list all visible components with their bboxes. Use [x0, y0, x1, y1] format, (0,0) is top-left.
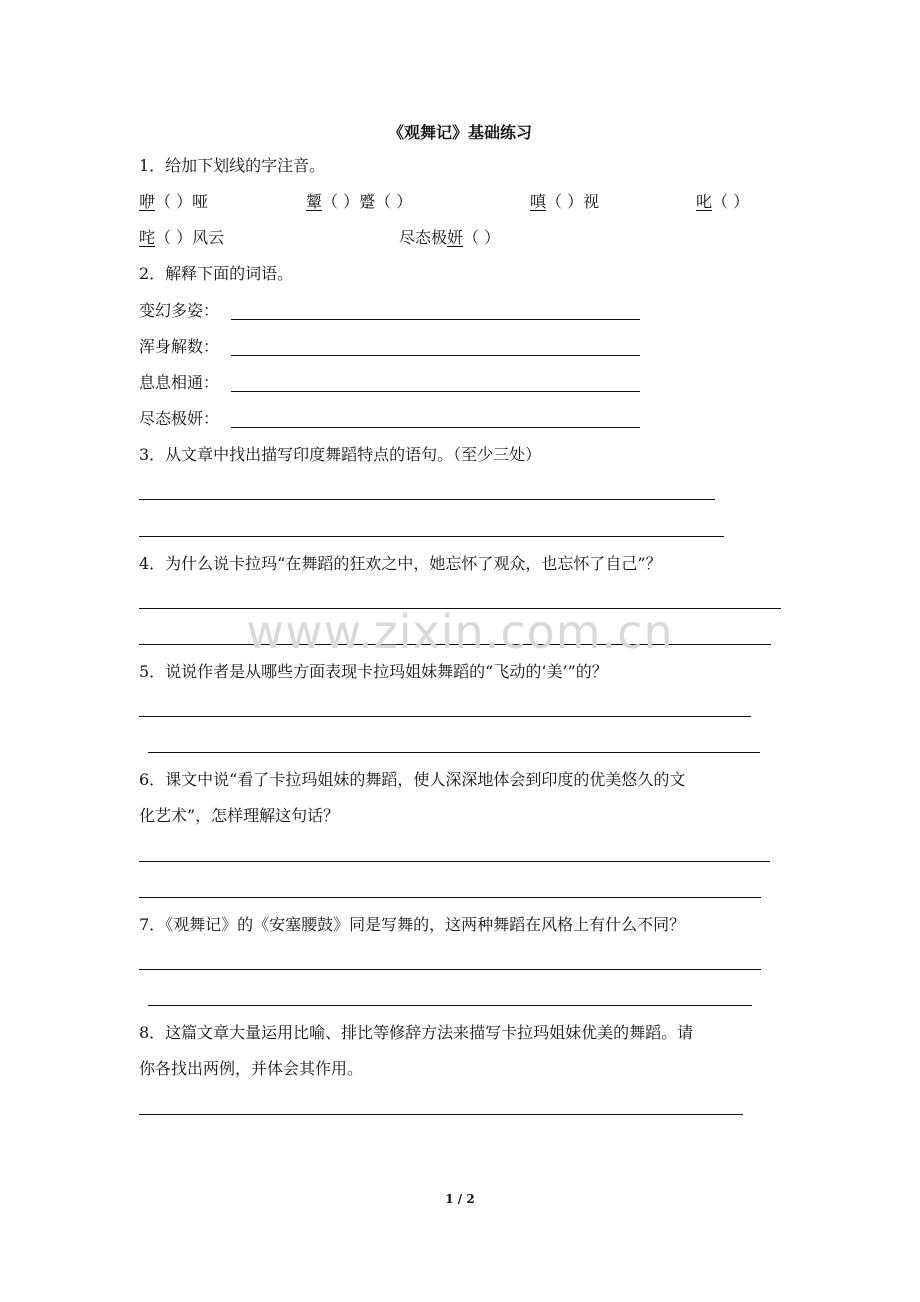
answer-line[interactable] [139, 1114, 743, 1115]
question-6-prompt-line-1: 6．课文中说“看了卡拉玛姐妹的舞蹈，使人深深地体会到印度的优美悠久的文 [139, 770, 686, 789]
q1-item-6 [399, 228, 500, 248]
pinyin-blank: （ ） [712, 192, 750, 211]
answer-line[interactable] [148, 1005, 752, 1006]
underlined-char: 咤 [139, 228, 156, 247]
underlined-char: 叱 [696, 192, 713, 211]
worksheet-title: 《观舞记》基础练习 [387, 123, 532, 142]
underlined-char: 妍 [447, 228, 464, 247]
underlined-char: 嗔 [530, 192, 547, 211]
term-label: 尽态极妍： [139, 409, 220, 428]
pinyin-blank: （ ） [463, 228, 501, 247]
page-number: 1 / 2 [445, 1192, 475, 1206]
answer-line[interactable] [139, 716, 751, 717]
watermark: www.zixin.com.cn [246, 605, 674, 659]
pinyin-blank: （ ）视 [546, 192, 600, 211]
question-6-prompt-line-2: 化艺术”，怎样理解这句话？ [139, 806, 340, 825]
answer-line[interactable] [231, 355, 640, 356]
question-3-prompt: 3．从文章中找出描写印度舞蹈特点的语句。（至少三处） [139, 445, 542, 464]
answer-line[interactable] [231, 391, 640, 392]
question-1-prompt: 1．给加下划线的字注音。 [139, 156, 326, 175]
question-4-prompt: 4．为什么说卡拉玛“在舞蹈的狂欢之中，她忘怀了观众，也忘怀了自己”？ [139, 554, 662, 573]
pinyin-blank: （ ）风云 [155, 228, 225, 247]
underlined-char: 咿 [139, 192, 156, 211]
term-label: 息息相通： [139, 373, 220, 392]
term-label: 浑身解数： [139, 337, 220, 356]
q1-item-1 [139, 192, 208, 212]
q1-item-2 [306, 192, 412, 212]
question-8-prompt-line-1: 8．这篇文章大量运用比喻、排比等修辞方法来描写卡拉玛姐妹优美的舞蹈。请 [139, 1023, 694, 1042]
question-7-prompt: 7．《观舞记》的《安塞腰鼓》同是写舞的，这两种舞蹈在风格上有什么不同？ [139, 915, 686, 934]
answer-line[interactable] [139, 536, 724, 537]
answer-line[interactable] [231, 319, 640, 320]
pinyin-blank: （ ）哑 [155, 192, 209, 211]
answer-line[interactable] [139, 969, 761, 970]
q1-item-5 [139, 228, 224, 248]
answer-line[interactable] [231, 427, 640, 428]
question-8-prompt-line-2: 你各找出两例，并体会其作用。 [139, 1059, 364, 1078]
answer-line[interactable] [148, 752, 760, 753]
answer-line[interactable] [139, 897, 761, 898]
question-5-prompt: 5．说说作者是从哪些方面表现卡拉玛姐妹舞蹈的“飞动的‘美’”的？ [139, 662, 608, 681]
pinyin-blank: （ ）蹙（ ） [322, 192, 413, 211]
q1-item-3 [519, 192, 599, 212]
term-label: 变幻多姿： [139, 301, 220, 320]
word-prefix: 尽态极 [399, 228, 448, 247]
answer-line[interactable] [139, 499, 715, 500]
underlined-char: 颦 [306, 192, 323, 211]
answer-line[interactable] [139, 861, 770, 862]
question-2-prompt: 2．解释下面的词语。 [139, 264, 294, 283]
q1-item-4 [696, 192, 749, 212]
